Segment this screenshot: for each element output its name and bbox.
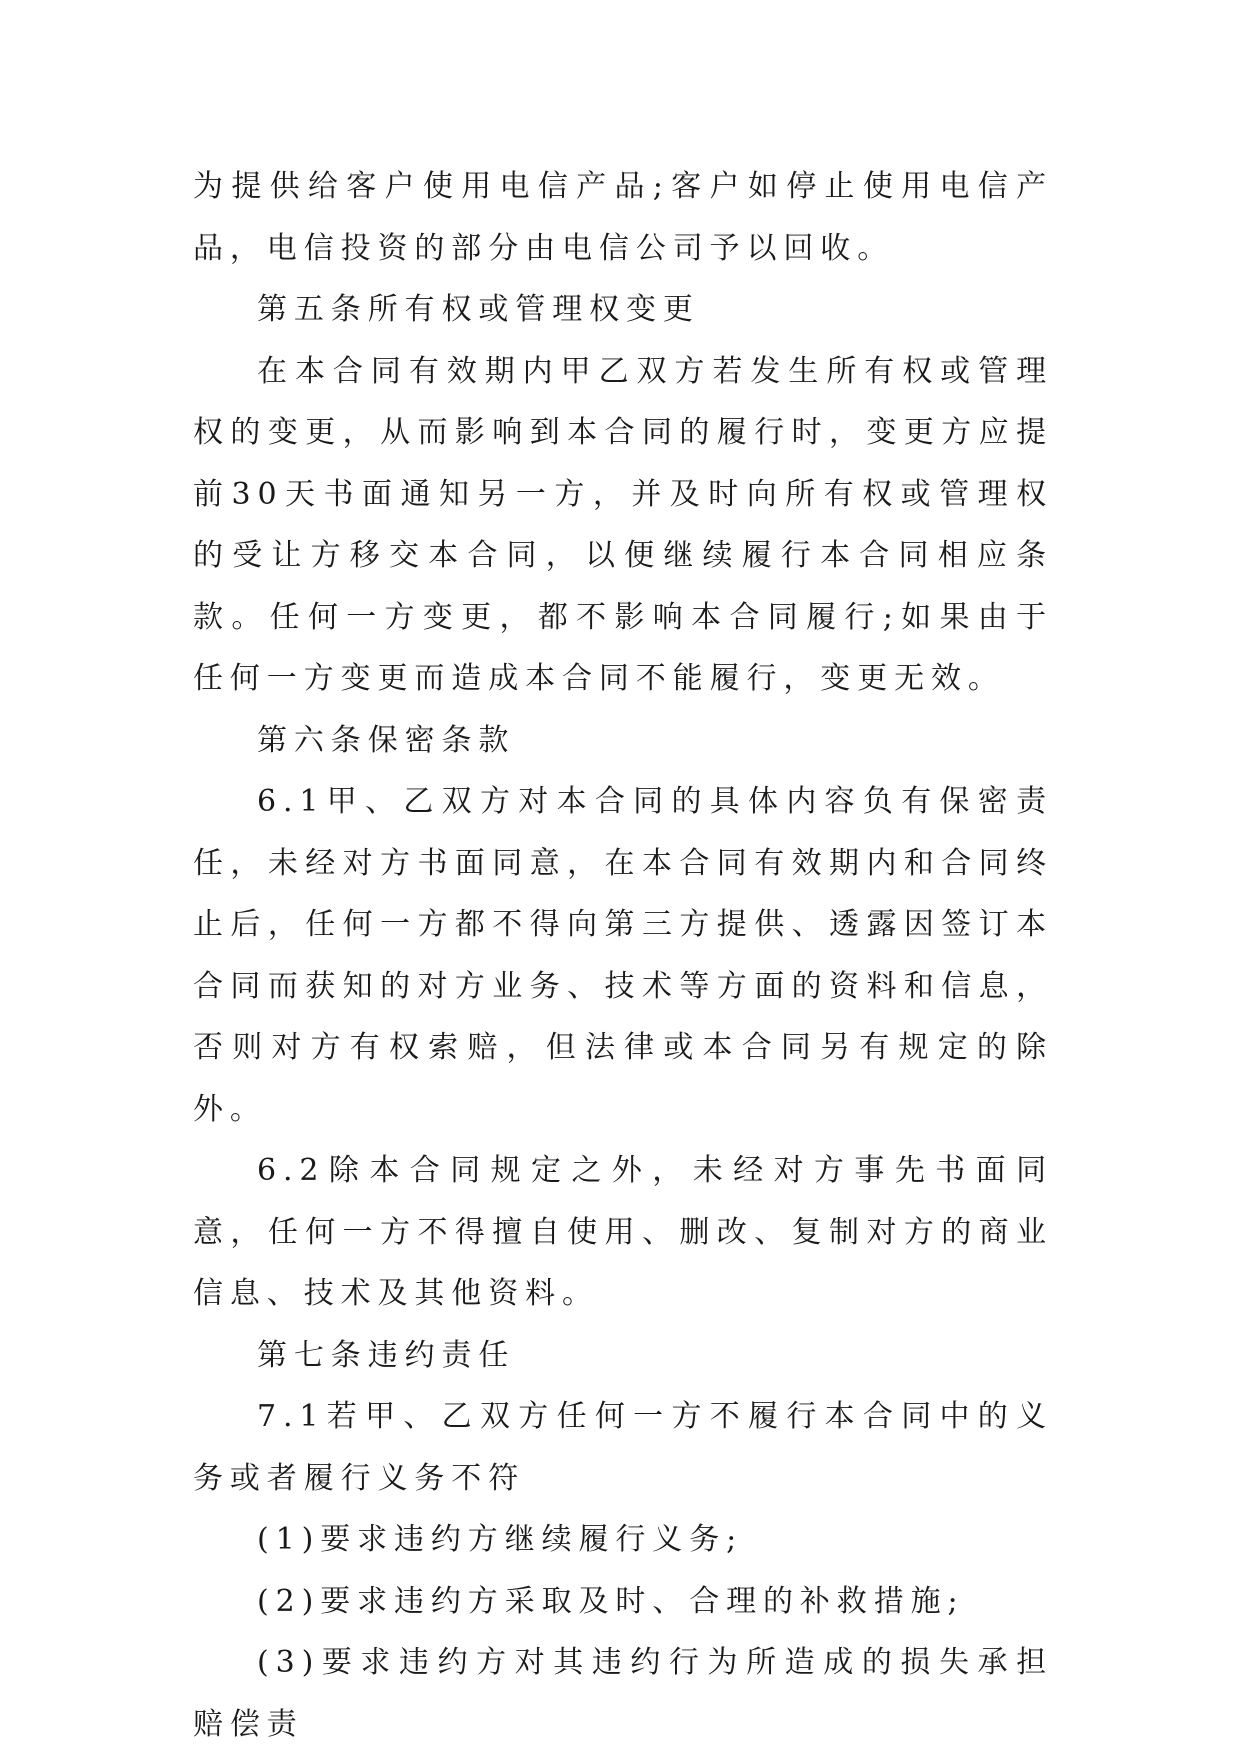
paragraph-clause-6-1: 6.1甲、乙双方对本合同的具体内容负有保密责任，未经对方书面同意，在本合同有效期内和合同终止后，任何一方都不得向第三方提供、透露因签订本合同而获知的对方业务、技术等方面的资料和信息，否则对方有权索赔，但法律或本合同另有规定的除外。 (193, 784, 1053, 1127)
heading-article-5: 第五条所有权或管理权变更 (257, 292, 700, 327)
paragraph-clause-6-2: 6.2除本合同规定之外，未经对方事先书面同意，任何一方不得擅自使用、删改、复制对方的商业信息、技术及其他资料。 (193, 1153, 1053, 1311)
heading-article-7: 第七条违约责任 (257, 1337, 516, 1373)
list-item-remedy-2: (2)要求违约方采取及时、合理的补救措施; (257, 1583, 965, 1619)
list-item-remedy-3: (3)要求违约方对其违约行为所造成的损失承担赔偿责 (193, 1645, 1053, 1742)
document-body (193, 156, 1053, 1755)
paragraph-telecom-recovery: 为提供给客户使用电信产品;客户如停止使用电信产品，电信投资的部分由电信公司予以回收。 (193, 169, 1053, 266)
paragraph-ownership-change: 在本合同有效期内甲乙双方若发生所有权或管理权的变更，从而影响到本合同的履行时，变更方应提前30天书面通知另一方，并及时向所有权或管理权的受让方移交本合同，以便继续履行本合同相应条款。任何一方变更，都不影响本合同履行;如果由于任何一方变更而造成本合同不能履行，变更无效。 (193, 353, 1053, 696)
paragraph-clause-7-1: 7.1若甲、乙双方任何一方不履行本合同中的义务或者履行义务不符 (193, 1399, 1053, 1496)
list-item-remedy-1: (1)要求违约方继续履行义务; (257, 1522, 744, 1557)
heading-article-6: 第六条保密条款 (257, 722, 516, 758)
